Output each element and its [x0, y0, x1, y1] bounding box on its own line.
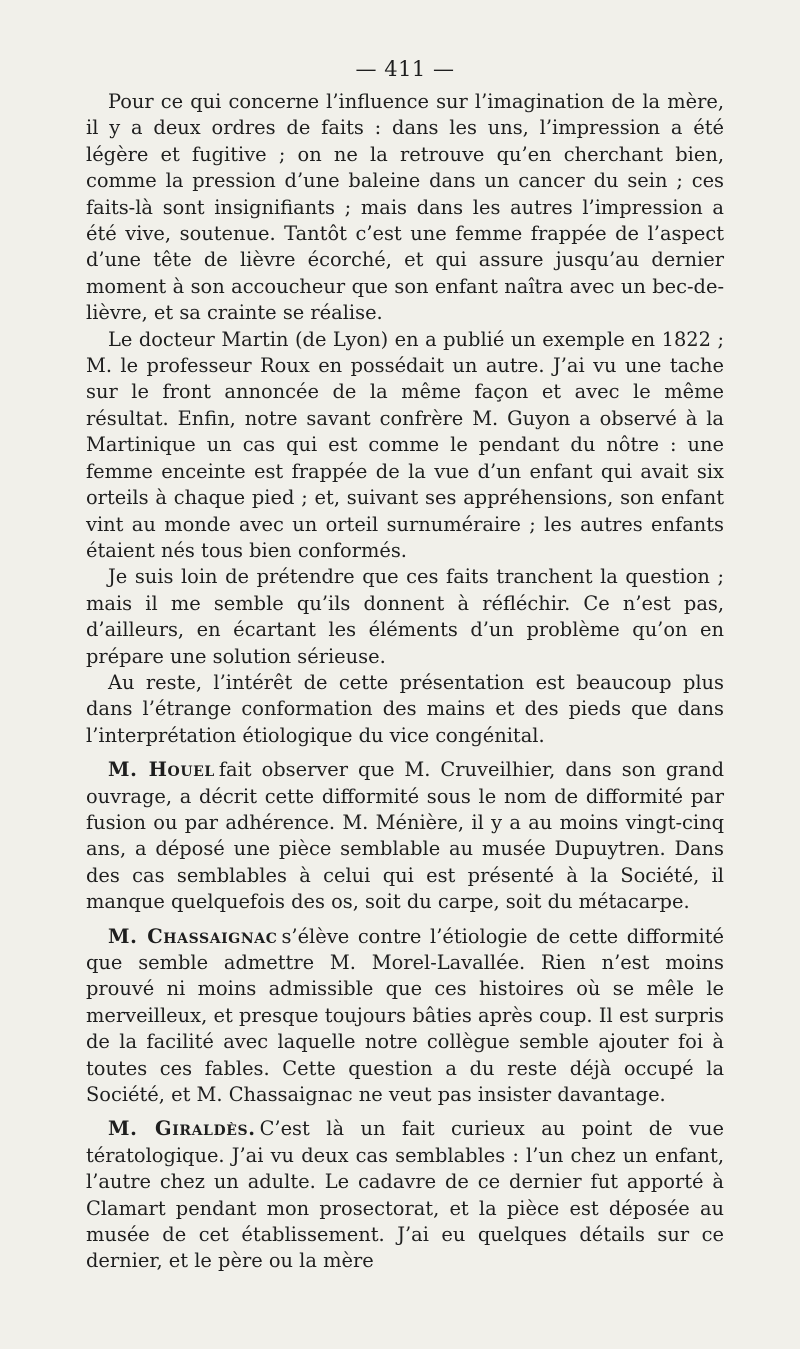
paragraph-houel [86, 757, 724, 915]
paragraph-text: Pour ce qui concerne l’influence sur l’imagination de la mère, il y a deux ordres de faits : dans les uns, l’impression a été légère et fugitive ; on ne la retrouve qu’en cherchant bien, comme la pression d’une baleine dans un cancer du sein ; ces faits-là sont insignifiants ; mais dans les autres l’impression a été vive, soutenue. Tantôt c’est une femme frappée de l’aspect d’une tête de lièvre écorché, et qui assure jusqu’au dernier moment à son accoucheur que son enfant naîtra avec un bec-de-lièvre, et sa crainte se réalise. [86, 90, 724, 325]
speaker-name: M. Chassaignac [108, 924, 278, 948]
speaker-name: M. Houel [108, 758, 215, 782]
paragraph-text: Je suis loin de prétendre que ces faits tranchent la question ; mais il me semble qu’ils donnent à réfléchir. Ce n’est pas, d’ailleurs, en écartant les éléments d’un problème qu’on en prépare une solution sérieuse. [86, 565, 724, 668]
paragraph-examples [86, 327, 724, 565]
paragraph-imagination [86, 89, 724, 327]
paragraph-text: Le docteur Martin (de Lyon) en a publié un exemple en 1822 ; M. le professeur Roux en possédait un autre. J’ai vu une tache sur le front annoncée de la même façon et avec le même résultat. Enfin, notre savant confrère M. Guyon a observé à la Martinique un cas qui est comme le pendant du nôtre : une femme enceinte est frappée de la vue d’un enfant qui avait six orteils à chaque pied ; et, suivant ses appréhensions, son enfant vint au monde avec un orteil surnuméraire ; les autres enfants étaient nés tous bien conformés. [86, 327, 724, 562]
paragraph-text: s’élève contre l’étiologie de cette difformité que semble admettre M. Morel-Lavallée. Rien n’est moins prouvé ni moins admissible que ces histoires où se mêle le merveilleux, et presque toujours bâties après coup. Il est surpris de la facilité avec laquelle notre collègue semble ajouter foi à toutes ces fables. Cette question a du reste déjà occupé la Société, et M. Chassaignac ne veut pas insister davantage. [86, 924, 724, 1107]
paragraph-giraldes [86, 1116, 724, 1274]
paragraph-question [86, 564, 724, 670]
paragraph-chassaignac [86, 924, 724, 1109]
speaker-name: M. Giraldès. [108, 1117, 256, 1141]
page-number-header: — 411 — [355, 57, 455, 81]
paragraph-text: Au reste, l’intérêt de cette présentation est beaucoup plus dans l’étrange conformation des mains et des pieds que dans l’interprétation étiologique du vice congénital. [86, 670, 724, 747]
paragraph-text: fait observer que M. Cruveilhier, dans son grand ouvrage, a décrit cette difformité sous le nom de difformité par fusion ou par adhérence. M. Ménière, il y a au moins vingt-cinq ans, a déposé une pièce semblable au musée Dupuytren. Dans des cas semblables à celui qui est présenté à la Société, il manque quelquefois des os, soit du carpe, soit du métacarpe. [86, 758, 724, 914]
paragraph-text: C’est là un fait curieux au point de vue tératologique. J’ai vu deux cas semblables : l’un chez un enfant, l’autre chez un adulte. Le cadavre de ce dernier fut apporté à Clamart pendant mon prosectorat, et la pièce est déposée au musée de cet établissement. J’ai eu quelques détails sur ce dernier, et le père ou la mère [86, 1117, 724, 1273]
paragraph-interest [86, 670, 724, 749]
